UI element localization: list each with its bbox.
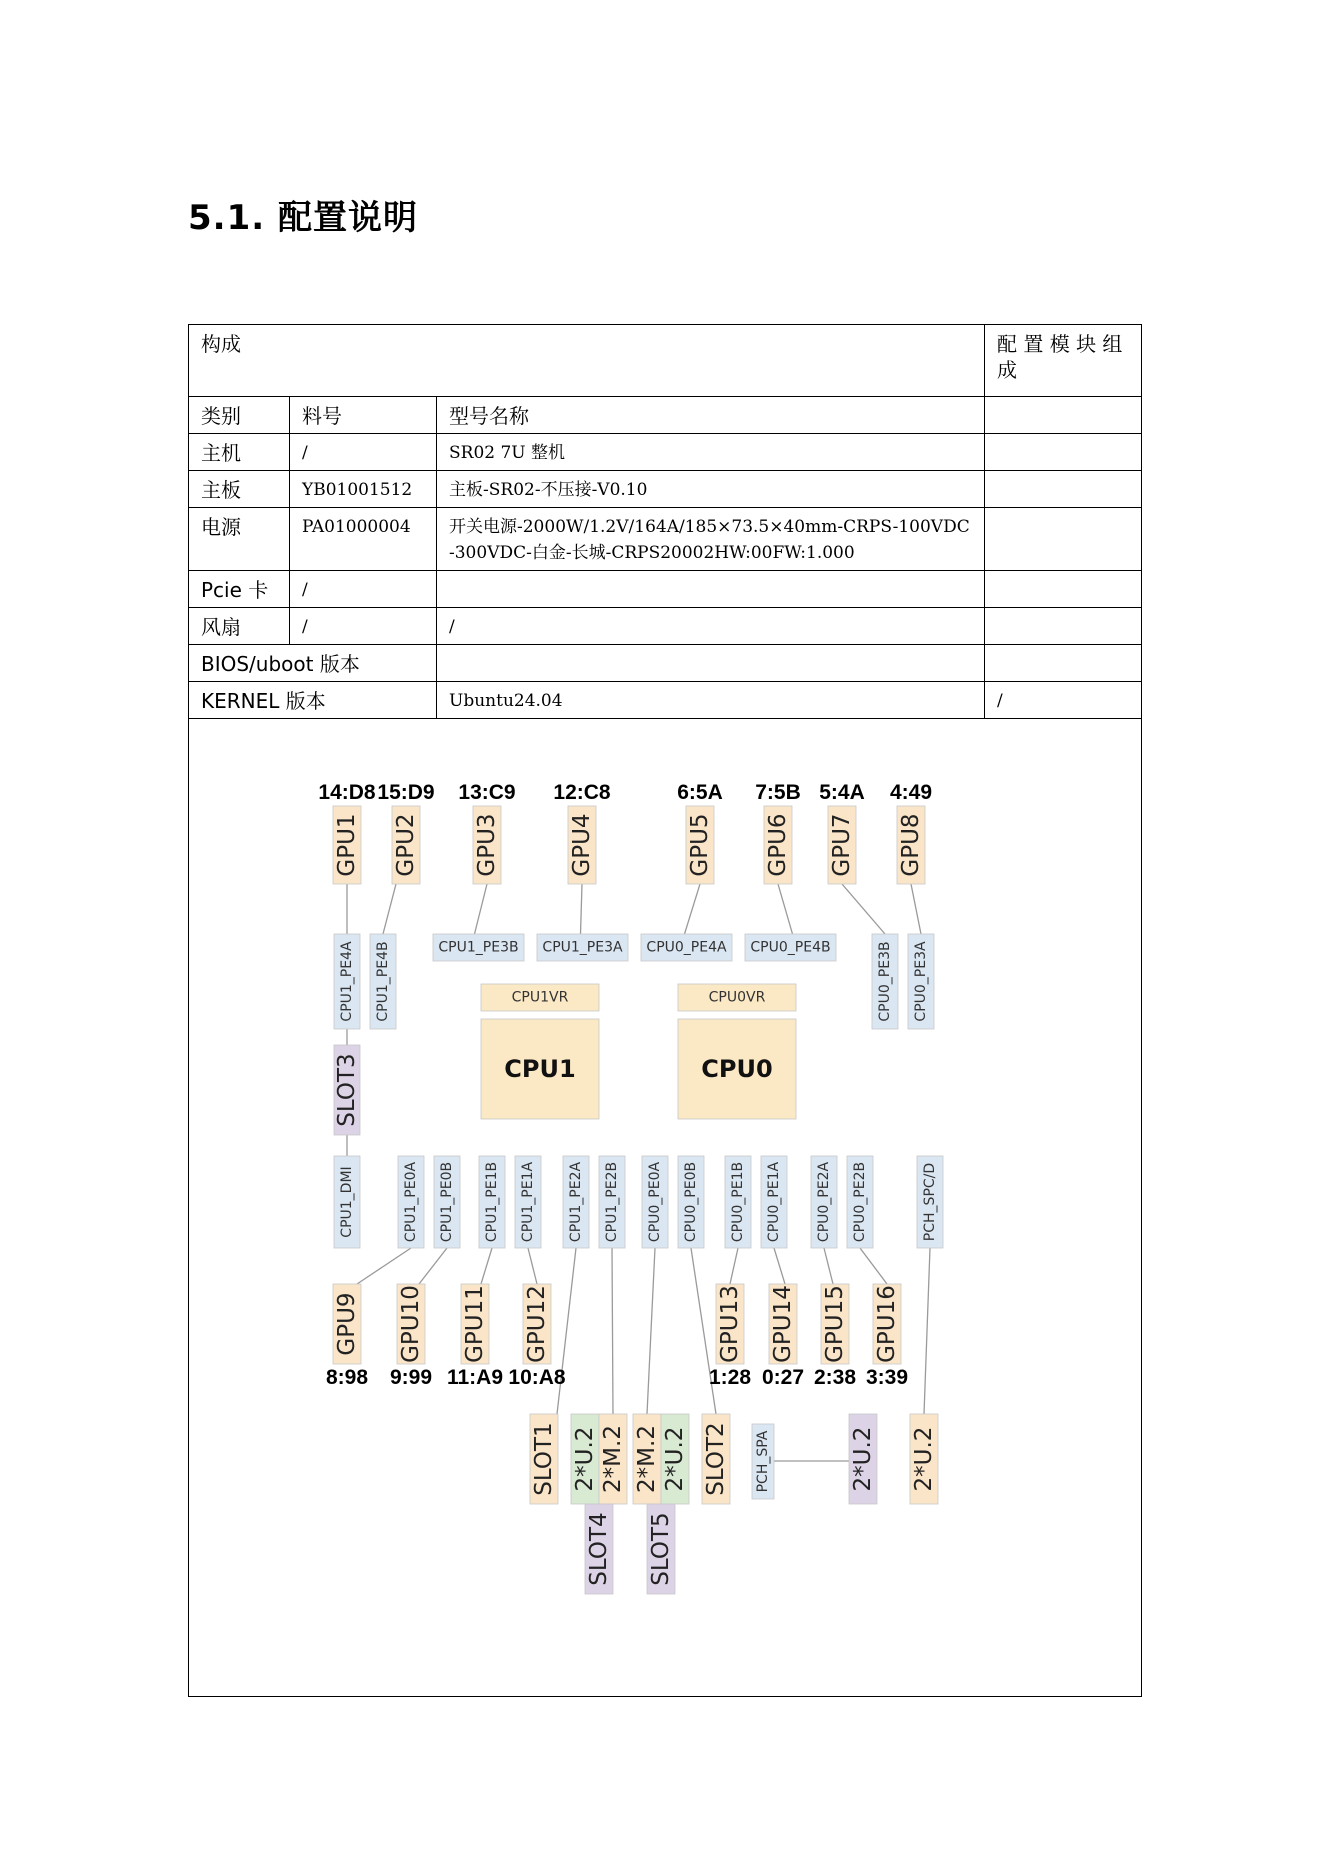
slot1-box [530,1414,558,1504]
port-cpu0_pe2b-label: CPU0_PE2B [852,1161,868,1243]
vr-cpu0vr [678,984,796,1011]
u2-box [661,1414,689,1504]
slot4-box-label: SLOT4 [586,1512,612,1586]
bios-value [437,645,985,682]
connector-line [557,1248,576,1414]
port-cpu1_pe1a [515,1156,541,1248]
gpu-box-gpu11 [461,1284,489,1364]
row-category: Pcie 卡 [189,571,290,608]
vr-cpu0vr-label: CPU0VR [708,989,766,1006]
cpu-cpu1-label: CPU1 [504,1055,576,1083]
row-part-no: / [290,434,437,471]
port-cpu1_pe2a [563,1156,589,1248]
gpu-bus-label: 5:4A [819,781,865,804]
connector-line [774,1248,785,1284]
port-pch_spc-d-label: PCH_SPC/D [922,1162,938,1242]
slot2-box-label: SLOT2 [703,1422,729,1496]
gpu-box-gpu5-label: GPU5 [687,813,713,877]
m2-box [599,1414,627,1504]
gpu-box-gpu14 [769,1284,797,1364]
row-model [437,571,985,608]
port-cpu0_pe2a [811,1156,837,1248]
gpu-bus-label: 11:A9 [446,1366,504,1389]
row-module [985,608,1142,645]
gpu-box-gpu2-label: GPU2 [393,813,419,877]
gpu-box-gpu9 [333,1284,361,1364]
port-cpu0_pe4b-label: CPU0_PE4B [750,939,831,956]
port-cpu1_pe0b [434,1156,460,1248]
port-pch_spc-d [917,1156,943,1248]
gpu-bus-label: 2:38 [813,1366,857,1389]
gpu-box-gpu6-label: GPU6 [765,813,791,877]
gpu-box-gpu11-label: GPU11 [462,1285,488,1363]
m2-box-label: 2*M.2 [634,1425,660,1493]
gpu-bus-label: 12:C8 [553,781,611,804]
connector-line [860,1248,887,1284]
port-cpu0_pe1a [761,1156,787,1248]
vr-cpu1vr-label: CPU1VR [511,989,569,1006]
gpu-box-gpu4 [568,806,596,884]
gpu-bus-label: 1:28 [708,1366,752,1389]
gpu-box-gpu1-label: GPU1 [334,813,360,877]
header-module: 配 置 模 块 组 成 [985,325,1142,397]
row-model: SR02 7U 整机 [437,434,985,471]
slot1-box-label: SLOT1 [531,1422,557,1496]
slot5-box [647,1504,675,1594]
bios-module [985,645,1142,682]
topology-diagram-cell [189,719,1142,1697]
port-cpu0_pe1b [725,1156,751,1248]
row-module [985,508,1142,571]
gpu-bus-label: 13:C9 [458,781,516,804]
config-table [188,324,1142,1697]
subheader-module [985,397,1142,434]
gpu-box-gpu7-label: GPU7 [829,813,855,877]
port-cpu1_pe2b [599,1156,625,1248]
subheader-category: 类别 [189,397,290,434]
u2-box-label: 2*U.2 [850,1426,876,1492]
port-cpu0_pe3a-label: CPU0_PE3A [913,941,929,1022]
header-composition: 构成 [189,325,985,397]
u2-box-label: 2*U.2 [572,1426,598,1492]
port-cpu1_pe4b-label: CPU1_PE4B [375,941,391,1022]
m2-box [633,1414,661,1504]
connector-line [730,1248,738,1284]
diagram-row [189,719,1142,1697]
gpu-box-gpu3 [473,806,501,884]
gpu-bus-label: 9:99 [389,1366,433,1389]
gpu-bus-label: 0:27 [761,1366,805,1389]
connector-line [824,1248,833,1284]
row-category: 电源 [189,508,290,571]
cpu-cpu0-label: CPU0 [701,1055,773,1083]
connector-line [528,1248,537,1284]
gpu-bus-label: 8:98 [325,1366,369,1389]
cpu-cpu1 [481,1019,599,1119]
gpu-box-gpu10 [397,1284,425,1364]
row-category: 主机 [189,434,290,471]
port-cpu0_pe3b-label: CPU0_PE3B [877,941,893,1022]
bios-row [189,645,1142,682]
slot5-box-label: SLOT5 [648,1512,674,1586]
row-part-no: / [290,608,437,645]
table-row [189,434,1142,471]
port-cpu1_pe4a [334,934,360,1029]
port-cpu0_pe2b [847,1156,873,1248]
kernel-value: Ubuntu24.04 [437,682,985,719]
port-cpu1_dmi-label: CPU1_DMI [339,1166,355,1238]
port-cpu1_pe1b-label: CPU1_PE1B [484,1161,500,1243]
row-category: 风扇 [189,608,290,645]
port-cpu1_pe1a-label: CPU1_PE1A [520,1161,536,1243]
u2-box-label: 2*U.2 [662,1426,688,1492]
connector-line [612,1248,613,1414]
gpu-box-gpu13-label: GPU13 [717,1285,743,1363]
port-cpu0_pe0a [642,1156,668,1248]
connector-line [419,1248,447,1284]
gpu-bus-label: 14:D8 [318,781,376,804]
port-cpu1_pe4a-label: CPU1_PE4A [339,941,355,1022]
connector-line [911,884,921,934]
port-cpu1_pe2a-label: CPU1_PE2A [568,1161,584,1243]
subheader-part-no: 料号 [290,397,437,434]
port-cpu1_pe4b [370,934,396,1029]
row-part-no: PA01000004 [290,508,437,571]
row-model: 开关电源-2000W/1.2V/164A/185×73.5×40mm-CRPS-100VDC-300VDC-白金-长城-CRPS20002HW:00FW:1.000 [437,508,985,571]
table-header-row [189,325,1142,397]
row-module [985,434,1142,471]
gpu-bus-label: 3:39 [865,1366,909,1389]
gpu-box-gpu2 [392,806,420,884]
connector-line [481,1248,492,1284]
cpu-cpu0 [678,1019,796,1119]
connector-line [581,884,583,934]
gpu-box-gpu16-label: GPU16 [874,1285,900,1363]
gpu-box-gpu8 [897,806,925,884]
section-title: 5.1. 配置说明 [188,198,418,238]
table-row [189,608,1142,645]
gpu-box-gpu5 [686,806,714,884]
connector-line [685,884,701,934]
row-part-no: / [290,571,437,608]
gpu-bus-label: 6:5A [677,781,723,804]
m2-box-label: 2*M.2 [600,1425,626,1493]
u2-box [571,1414,599,1504]
bios-label: BIOS/uboot 版本 [189,645,437,682]
port-cpu0_pe2a-label: CPU0_PE2A [816,1161,832,1243]
slot3-box [334,1045,360,1135]
gpu-box-gpu7 [828,806,856,884]
vr-cpu1vr [481,984,599,1011]
u2-box-label: 2*U.2 [911,1426,937,1492]
port-cpu0_pe3b [872,934,898,1029]
kernel-module: / [985,682,1142,719]
port-cpu0_pe0b-label: CPU0_PE0B [683,1161,699,1243]
gpu-bus-label: 7:5B [755,781,801,804]
subheader-model: 型号名称 [437,397,985,434]
table-row [189,508,1142,571]
connector-line [842,884,885,934]
gpu-bus-label: 10:A8 [508,1366,566,1389]
gpu-box-gpu12-label: GPU12 [524,1285,550,1363]
gpu-box-gpu9-label: GPU9 [334,1292,360,1356]
gpu-box-gpu12 [523,1284,551,1364]
connector-line [924,1248,930,1414]
row-model: / [437,608,985,645]
connector-line [357,1248,411,1284]
port-cpu0_pe0b [678,1156,704,1248]
connector-line [475,884,488,934]
kernel-label: KERNEL 版本 [189,682,437,719]
port-cpu1_pe3b-label: CPU1_PE3B [438,939,519,956]
port-cpu0_pe4a [641,934,732,961]
slot4-box [585,1504,613,1594]
port-cpu0_pe0a-label: CPU0_PE0A [647,1161,663,1243]
gpu-box-gpu8-label: GPU8 [898,813,924,877]
row-model: 主板-SR02-不压接-V0.10 [437,471,985,508]
gpu-box-gpu6 [764,806,792,884]
gpu-box-gpu13 [716,1284,744,1364]
port-cpu1_pe0a-label: CPU1_PE0A [403,1161,419,1243]
gpu-box-gpu14-label: GPU14 [770,1285,796,1363]
port-cpu1_pe3b [433,934,524,961]
port-cpu1_pe2b-label: CPU1_PE2B [604,1161,620,1243]
connector-line [778,884,793,934]
port-cpu1_pe0b-label: CPU1_PE0B [439,1161,455,1243]
connector-line [647,1248,655,1414]
row-module [985,571,1142,608]
port-cpu0_pe3a [908,934,934,1029]
connector-line [383,884,396,934]
slot3-box-label: SLOT3 [334,1053,360,1127]
port-cpu0_pe1a-label: CPU0_PE1A [766,1161,782,1243]
table-subheader-row [189,397,1142,434]
port-cpu0_pe1b-label: CPU0_PE1B [730,1161,746,1243]
gpu-box-gpu15 [821,1284,849,1364]
port-cpu1_pe3a [537,934,628,961]
port-cpu1_pe0a [398,1156,424,1248]
port-cpu1_pe1b [479,1156,505,1248]
port-pch-spa-label: PCH_SPA [755,1430,771,1493]
port-cpu0_pe4a-label: CPU0_PE4A [646,939,727,956]
port-pch-spa [752,1424,774,1499]
row-part-no: YB01001512 [290,471,437,508]
port-cpu1_dmi [334,1156,360,1248]
port-cpu1_pe3a-label: CPU1_PE3A [542,939,623,956]
pcie-topology-diagram [189,719,1142,1696]
gpu-box-gpu15-label: GPU15 [822,1285,848,1363]
kernel-row [189,682,1142,719]
u2-box [849,1414,877,1504]
connector-line [691,1248,716,1414]
gpu-bus-label: 15:D9 [377,781,435,804]
row-module [985,471,1142,508]
table-row [189,471,1142,508]
gpu-box-gpu4-label: GPU4 [569,813,595,877]
u2-box [910,1414,938,1504]
slot2-box [702,1414,730,1504]
row-category: 主板 [189,471,290,508]
gpu-box-gpu3-label: GPU3 [474,813,500,877]
gpu-box-gpu10-label: GPU10 [398,1285,424,1363]
gpu-box-gpu1 [333,806,361,884]
gpu-bus-label: 4:49 [889,781,933,804]
table-row [189,571,1142,608]
gpu-box-gpu16 [873,1284,901,1364]
port-cpu0_pe4b [745,934,836,961]
